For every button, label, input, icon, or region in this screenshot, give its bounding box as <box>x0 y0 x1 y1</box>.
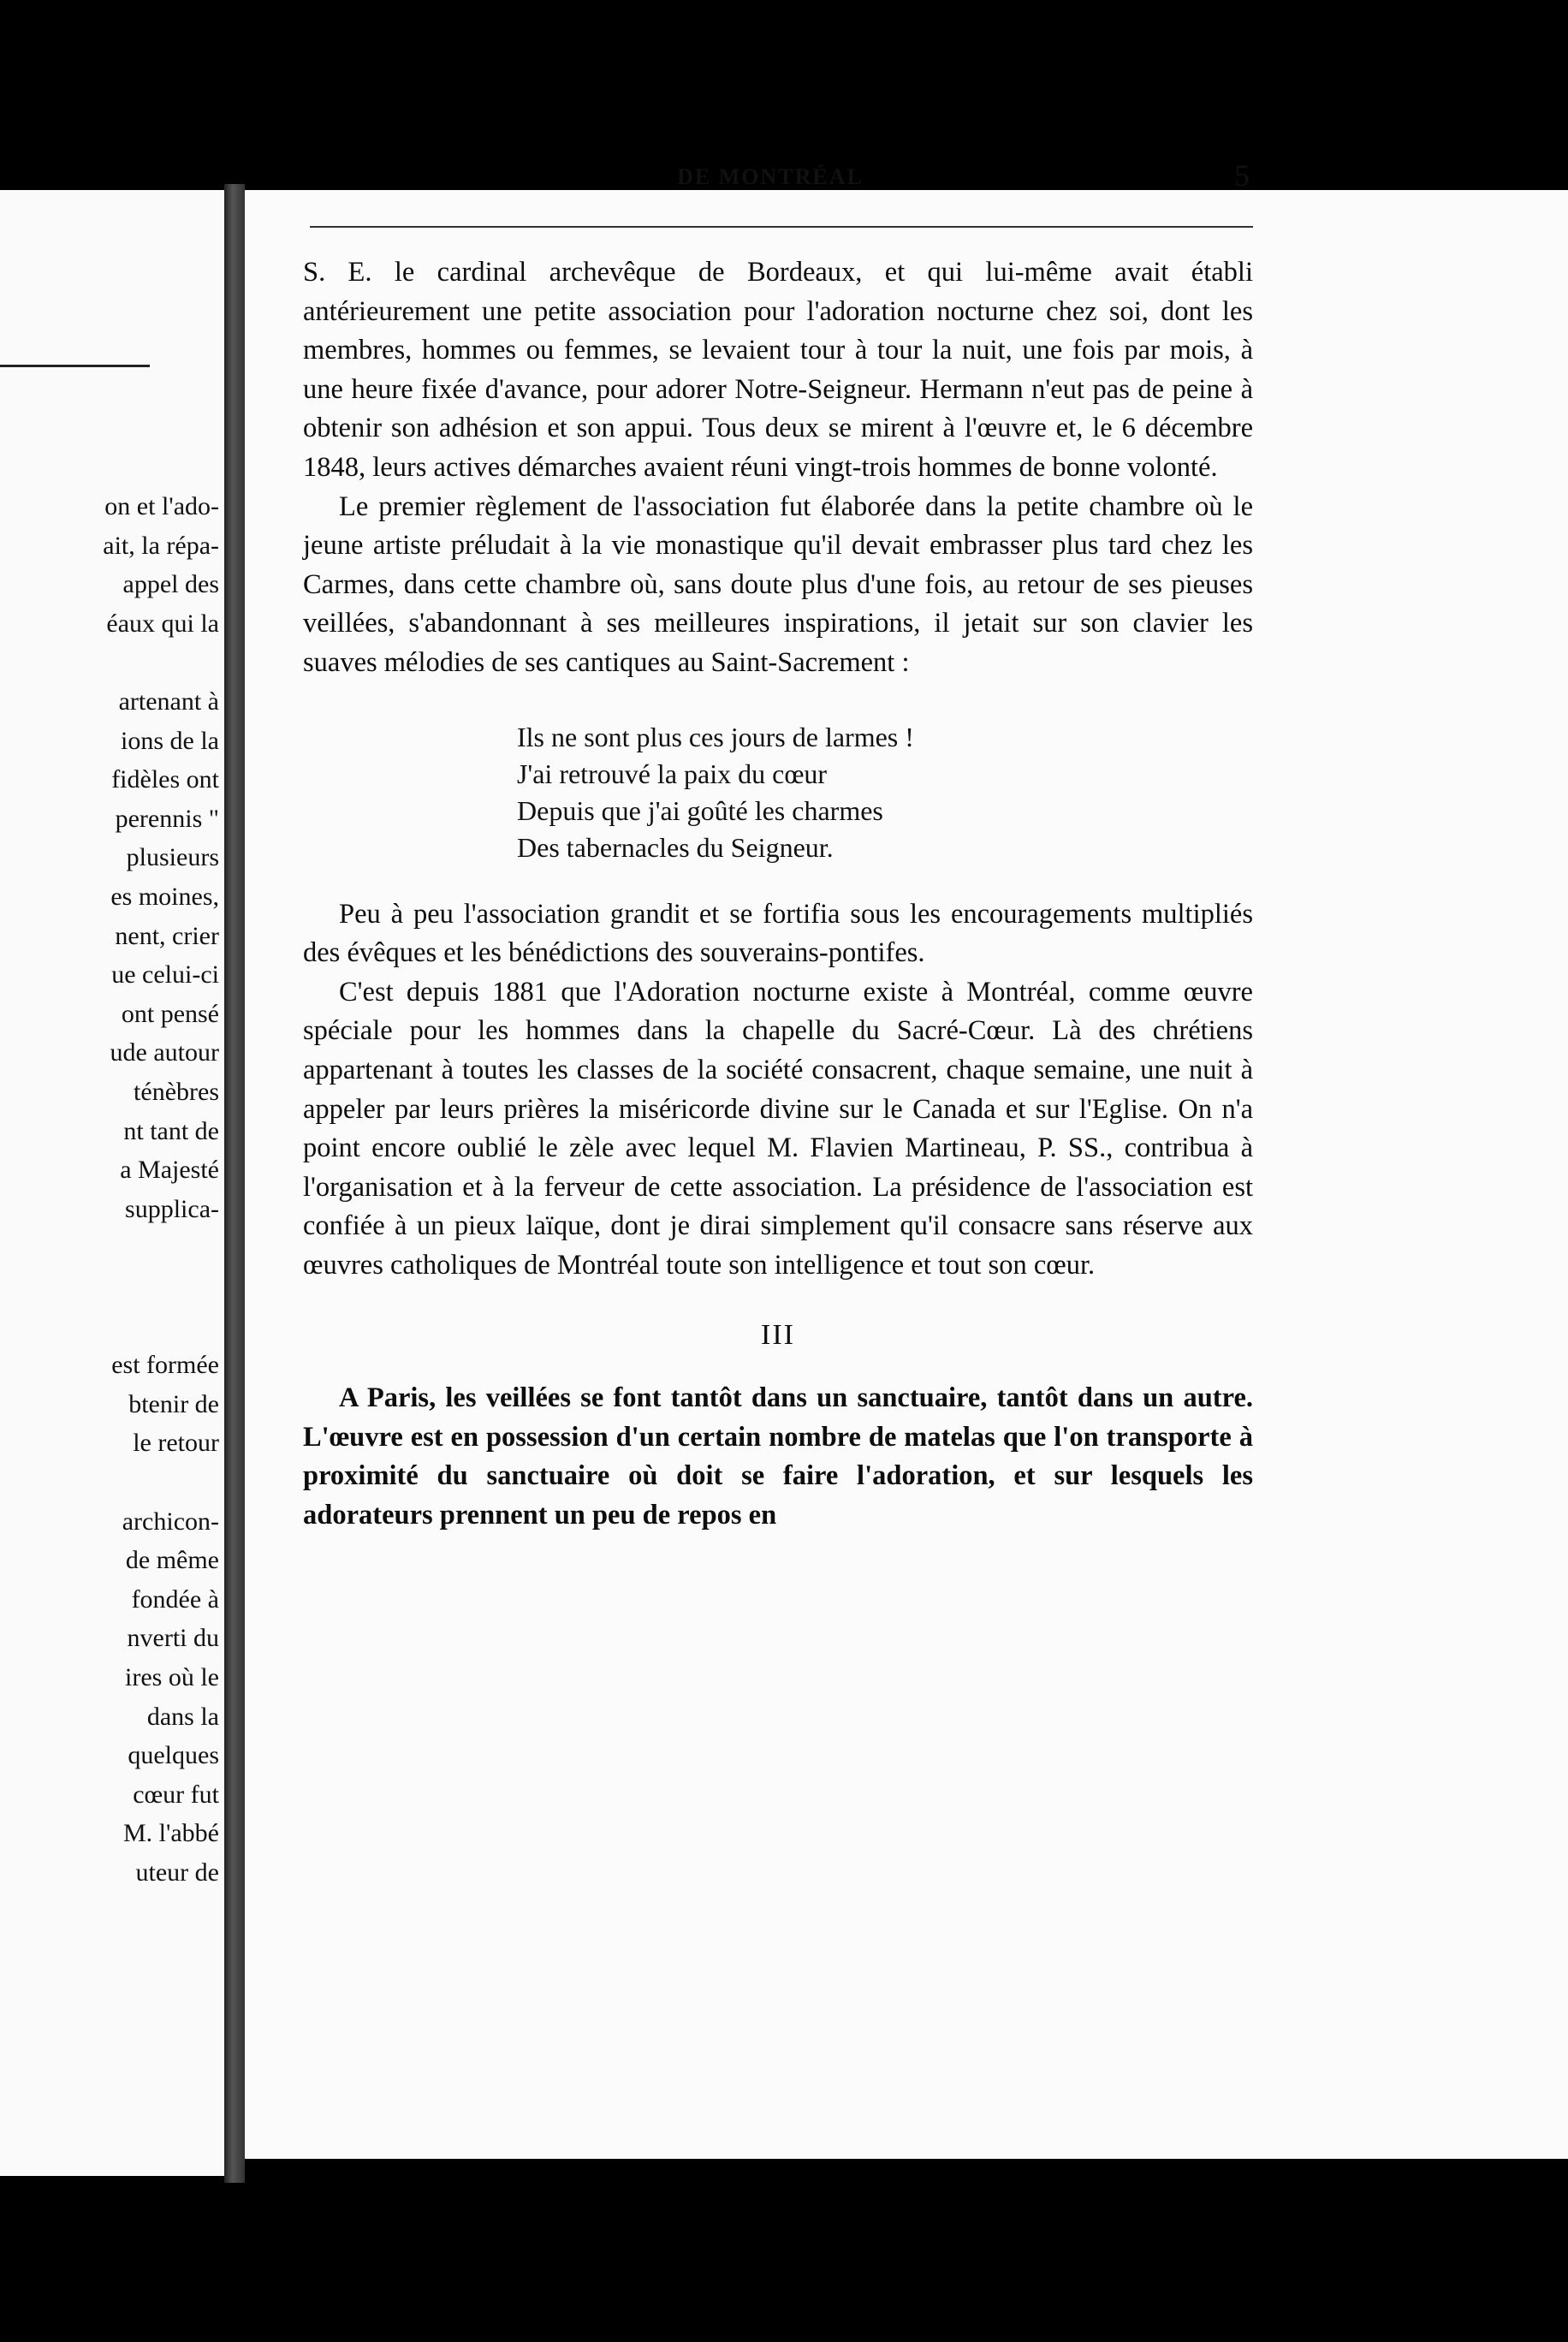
left-page-line: btenir de <box>128 1389 219 1418</box>
page-header <box>291 158 1250 199</box>
left-page-line: ue celui-ci <box>111 960 219 990</box>
left-page-line: nt tant de <box>123 1116 219 1145</box>
paragraph: C'est depuis 1881 que l'Adoration nocturne existe à Montréal, comme œuvre spéciale pour les hommes dans la chapelle du Sacré-Cœur. Là des chrétiens appartenant à toutes les classes de la société consacrent, chaque semaine, une nuit à appeler par leurs prières la miséricorde divine sur le Canada et sur l'Eglise. On n'a point encore oublié le zèle avec lequel M. Flavien Martineau, P. SS., contribua à l'organisation et à la ferveur de cette association. La présidence de l'association est confiée à un pieux laïque, dont je dirai simplement qu'il consacre sans réserve aux œuvres catholiques de Montréal toute son intelligence et tout son cœur. <box>303 976 1253 1281</box>
header-rule <box>310 226 1253 228</box>
left-page-line: éaux qui la <box>106 609 219 638</box>
verse-line: Depuis que j'ai goûté les charmes <box>517 794 883 826</box>
left-page-line: nent, crier <box>115 921 219 950</box>
left-page-line: perennis " <box>115 804 219 833</box>
section-heading: III <box>761 1319 795 1352</box>
page-number: 5 <box>1234 158 1250 193</box>
left-page-line: archicon- <box>122 1507 219 1536</box>
left-page-line: ténèbres <box>134 1078 219 1106</box>
left-page-line: plusieurs <box>126 843 219 872</box>
left-page-line: dans la <box>146 1702 219 1731</box>
verse <box>517 719 1253 866</box>
left-page-line: M. l'abbé <box>122 1819 219 1848</box>
left-page-line: on et l'ado- <box>104 492 219 520</box>
verse-line: Des tabernacles du Seigneur. <box>517 831 834 863</box>
left-page-line: es moines, <box>110 883 219 911</box>
left-page-line: quelques <box>128 1741 219 1770</box>
verse-line: J'ai retrouvé la paix du cœur <box>517 758 828 789</box>
paragraph: S. E. le cardinal archevêque de Bordeaux, et qui lui-même avait établi antérieurement une petite association pour l'adoration nocturne chez soi, dont les membres, hommes ou femmes, se levaient tour à tour la nuit, une fois par mois, à une heure fixée d'avance, pour adorer Notre-Seigneur. Hermann n'eut pas de peine à obtenir son adhésion et son appui. Tous deux se mirent à l'œuvre et, le 6 décembre 1848, leurs actives démarches avaient réuni vingt-trois hommes de bonne volonté. <box>303 257 1253 483</box>
left-page-line: ont pensé <box>121 999 219 1028</box>
left-page-line: uteur de <box>135 1858 219 1887</box>
left-page-line: ions de la <box>121 726 219 755</box>
book-gutter <box>224 184 245 2183</box>
left-page <box>0 190 224 2176</box>
left-page-line: ude autour <box>110 1038 219 1067</box>
paragraph: Le premier règlement de l'association fut élaborée dans la petite chambre où le jeune artiste préludait à la vie monastique qu'il devait embrasser plus tard chez les Carmes, dans cette chambre où, sans doute plus d'une fois, au retour de ses pieuses veillées, s'abandonnant à ses meilleures inspirations, il jetait sur son clavier les suaves mélodies de ses cantiques au Saint-Sacrement : <box>303 490 1253 678</box>
left-page-line: ires où le <box>125 1663 219 1691</box>
left-page-line: fidèles ont <box>111 765 219 794</box>
left-page-line: appel des <box>122 570 219 599</box>
main-text <box>303 253 1253 1535</box>
left-page-line: de même <box>125 1546 219 1575</box>
paragraph: A Paris, les veillées se font tantôt dans un sanctuaire, tantôt dans un autre. L'œuvre est en possession d'un certain nombre de matelas que l'on transporte à proximité du sanctuaire où doit se faire l'adoration, et sur lesquels les adorateurs prennent un peu de repos en <box>303 1382 1253 1531</box>
verse-line: Ils ne sont plus ces jours de larmes ! <box>517 721 914 752</box>
left-page-line: cœur fut <box>133 1780 219 1809</box>
left-page-line: fondée à <box>131 1584 219 1614</box>
left-page-line: nverti du <box>127 1624 219 1653</box>
left-page-line: supplica- <box>125 1194 219 1223</box>
left-page-line: ait, la répa- <box>103 531 219 560</box>
running-head: DE MONTRÉAL <box>677 164 864 189</box>
left-page-line: le retour <box>133 1429 219 1458</box>
left-page-line: a Majesté <box>120 1156 219 1185</box>
left-page-header-rule <box>0 365 150 367</box>
paragraph: Peu à peu l'association grandit et se fortifia sous les encouragements multipliés des évêques et les bénédictions des souverains-pontifes. <box>303 898 1253 969</box>
left-page-line: artenant à <box>118 687 219 716</box>
left-page-line: est formée <box>111 1351 219 1380</box>
